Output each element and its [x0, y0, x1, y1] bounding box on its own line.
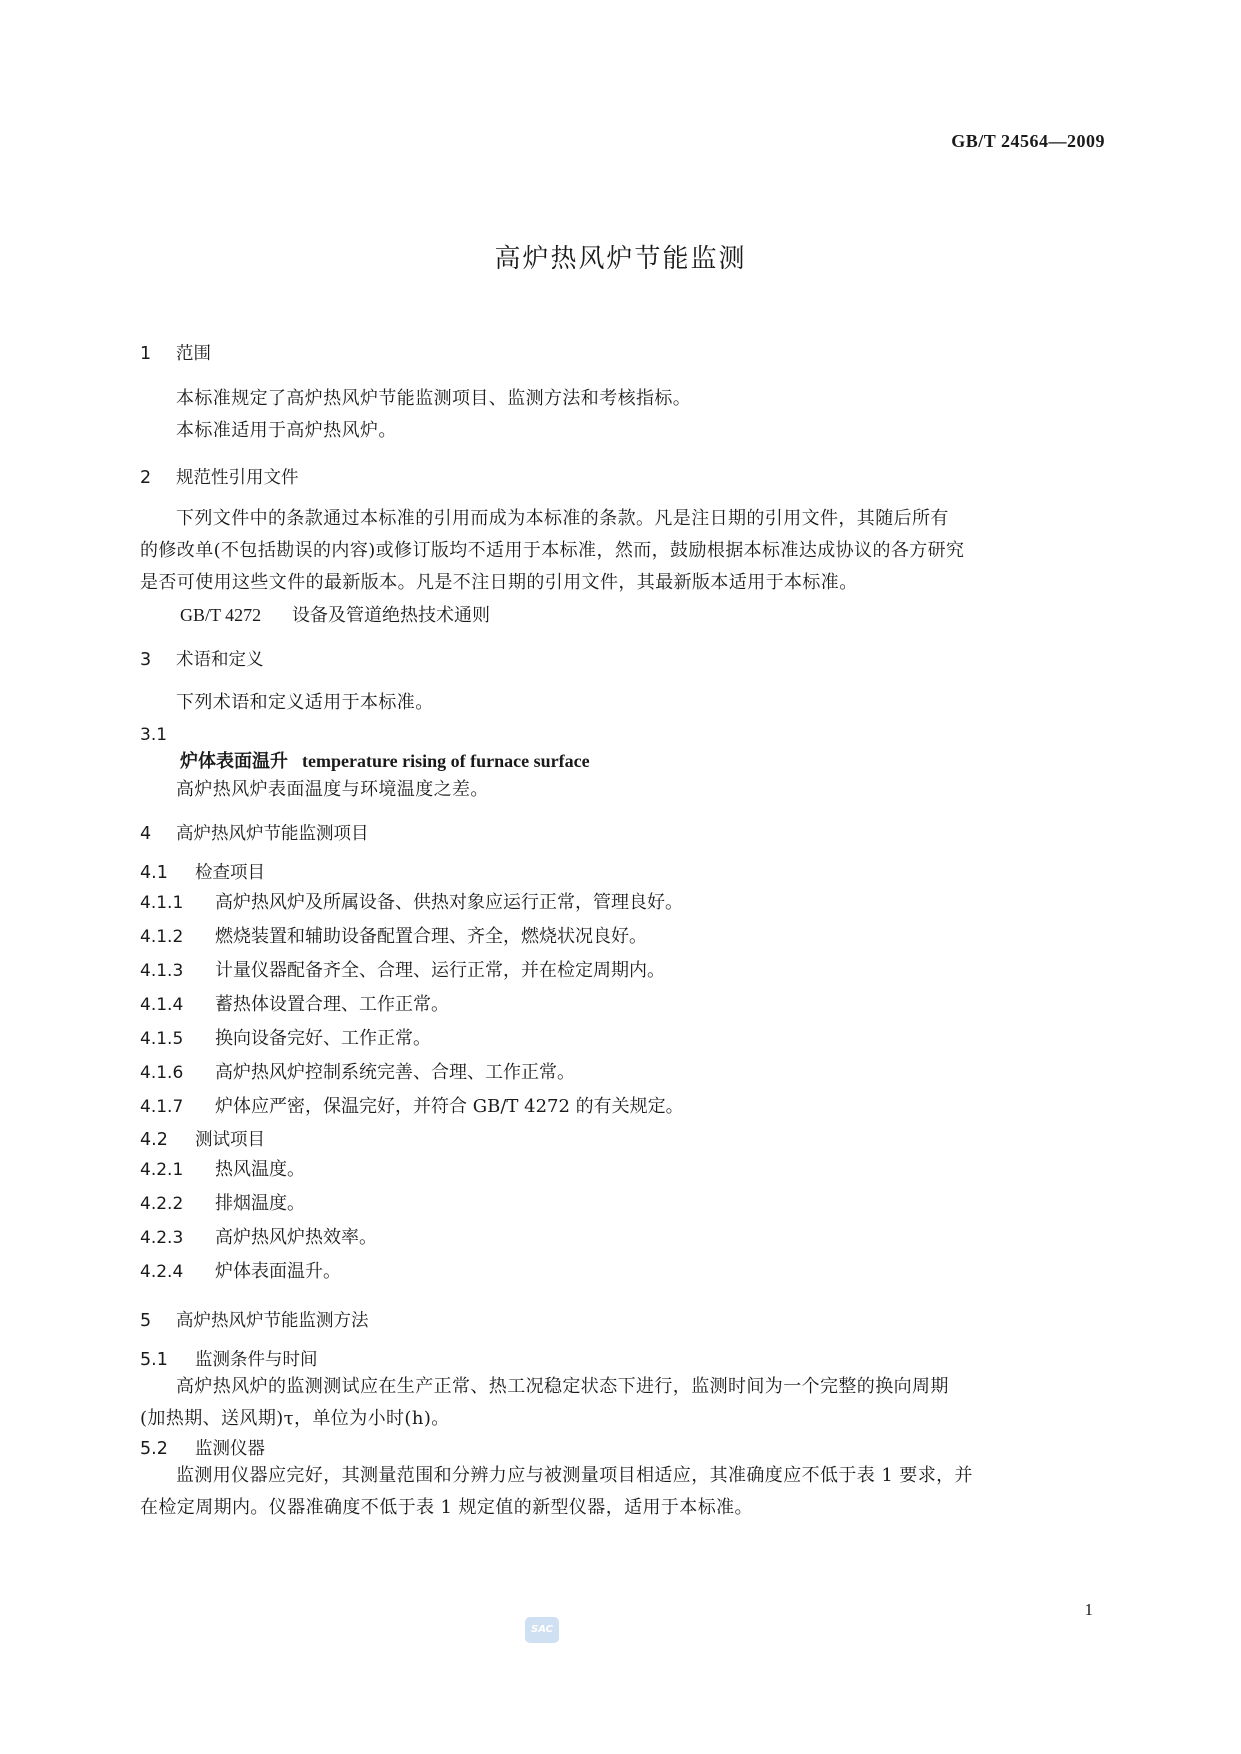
list-item: 4.1.1 高炉热风炉及所属设备、供热对象应运行正常，管理良好。: [140, 892, 683, 913]
paragraph-line: 监测用仪器应完好，其测量范围和分辨力应与被测量项目相适应，其准确度应不低于表 1 要求，并: [176, 1465, 973, 1486]
paragraph-line: 是否可使用这些文件的最新版本。凡是不注日期的引用文件，其最新版本适用于本标准。: [140, 572, 858, 593]
subsection-heading-5-2: 5.2 监测仪器: [140, 1439, 265, 1459]
list-item: 4.1.2 燃烧装置和辅助设备配置合理、齐全，燃烧状况良好。: [140, 926, 647, 947]
subsection-heading-4-1: 4.1 检查项目: [140, 863, 265, 883]
normative-reference: GB/T 4272 设备及管道绝热技术通则: [180, 605, 490, 626]
section-heading-1: 1 范围: [140, 344, 211, 364]
document-body: [140, 340, 1102, 1524]
page-number: 1: [1084, 1600, 1093, 1619]
list-item: 4.2.2 排烟温度。: [140, 1193, 305, 1214]
paragraph-line: 在检定周期内。仪器准确度不低于表 1 规定值的新型仪器，适用于本标准。: [140, 1497, 753, 1518]
paragraph-line: 下列文件中的条款通过本标准的引用而成为本标准的条款。凡是注日期的引用文件，其随后所有: [176, 508, 949, 529]
paragraph: 本标准规定了高炉热风炉节能监测项目、监测方法和考核指标。: [176, 388, 692, 409]
list-item: 4.2.3 高炉热风炉热效率。: [140, 1227, 377, 1248]
section-heading-2: 2 规范性引用文件: [140, 468, 299, 488]
list-item: 4.1.3 计量仪器配备齐全、合理、运行正常，并在检定周期内。: [140, 960, 665, 981]
paragraph-line: (加热期、送风期)τ，单位为小时(h)。: [140, 1408, 450, 1429]
subsection-heading-5-1: 5.1 监测条件与时间: [140, 1350, 318, 1370]
paragraph: 下列术语和定义适用于本标准。: [176, 692, 434, 713]
section-heading-5: 5 高炉热风炉节能监测方法: [140, 1311, 369, 1331]
list-item: 4.1.5 换向设备完好、工作正常。: [140, 1028, 431, 1049]
term-number: 3.1: [140, 725, 168, 745]
list-item: 4.2.1 热风温度。: [140, 1159, 305, 1180]
term-entry: 炉体表面温升 temperature rising of furnace surface: [180, 751, 590, 772]
paragraph: 本标准适用于高炉热风炉。: [176, 420, 397, 441]
paragraph-line: 高炉热风炉的监测测试应在生产正常、热工况稳定状态下进行，监测时间为一个完整的换向周期: [176, 1376, 949, 1397]
standard-code: GB/T 24564—2009: [951, 131, 1105, 151]
subsection-heading-4-2: 4.2 测试项目: [140, 1130, 265, 1150]
section-heading-3: 3 术语和定义: [140, 650, 264, 670]
list-item: 4.2.4 炉体表面温升。: [140, 1261, 341, 1282]
sac-logo-icon: SAC: [525, 1617, 559, 1643]
list-item: 4.1.4 蓄热体设置合理、工作正常。: [140, 994, 449, 1015]
list-item: 4.1.6 高炉热风炉控制系统完善、合理、工作正常。: [140, 1062, 575, 1083]
document-title: 高炉热风炉节能监测: [494, 244, 747, 274]
term-definition: 高炉热风炉表面温度与环境温度之差。: [176, 779, 489, 800]
paragraph-line: 的修改单(不包括勘误的内容)或修订版均不适用于本标准，然而，鼓励根据本标准达成协议的各方研究: [140, 540, 965, 561]
check-items-list: [140, 886, 1102, 1124]
test-items-list: [140, 1153, 1102, 1289]
section-heading-4: 4 高炉热风炉节能监测项目: [140, 824, 369, 844]
list-item: 4.1.7 炉体应严密，保温完好，并符合 GB/T 4272 的有关规定。: [140, 1096, 684, 1117]
